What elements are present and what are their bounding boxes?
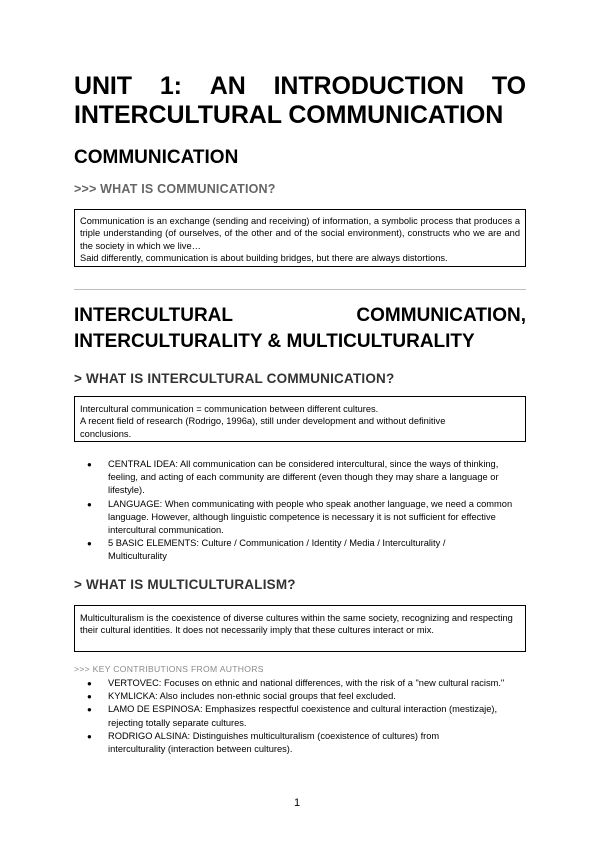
section-title-communication: COMMUNICATION [74, 147, 239, 168]
title-word: INTERCULTURAL [74, 305, 234, 326]
bullet-icon: ● [87, 705, 92, 715]
bullet-icon: ● [87, 539, 92, 549]
subheading-multiculturalism: > WHAT IS MULTICULTURALISM? [74, 577, 296, 592]
box-text: A recent field of research (Rodrigo, 1996a), still under development and without definitive conclusions. [80, 416, 446, 439]
list-item: ● LANGUAGE: When communicating with people who speak another language, we need a common language. However, although linguistic competence is necessary it is not sufficient for effective intercultural communication. [87, 498, 513, 536]
bullet-icon: ● [87, 499, 92, 509]
section-title-intercultural [74, 305, 526, 353]
list-item: ● LAMO DE ESPINOSA: Emphasizes respectful coexistence and cultural interaction (mestizaje), rejecting totally separate cultures. [87, 704, 498, 728]
section-title-line2: INTERCULTURALITY & MULTICULTURALITY [74, 331, 475, 352]
subheading-what-is-communication: >>> WHAT IS COMMUNICATION? [74, 182, 276, 196]
box-text: Said differently, communication is about building bridges, but there are always distortions. [80, 253, 448, 264]
subheading-intercultural-communication: > WHAT IS INTERCULTURAL COMMUNICATION? [74, 371, 395, 386]
page-number: 1 [294, 797, 301, 809]
unit-title-line1 [74, 72, 526, 101]
bullet-list-authors [74, 677, 524, 756]
unit-title [74, 72, 526, 130]
bullet-icon: ● [87, 679, 92, 688]
definition-box-multiculturalism [74, 605, 526, 652]
title-word: 1: [159, 72, 182, 100]
box-text: Communication is an exchange (sending and receiving) of information, a symbolic process that produces a triple understanding (of ourselves, of the other and of the social environment), constructs who we are and the society in which we live… [80, 216, 520, 251]
title-word: UNIT [74, 72, 132, 100]
unit-title-line2: INTERCULTURAL COMMUNICATION [74, 101, 504, 129]
list-item: ● CENTRAL IDEA: All communication can be considered intercultural, since the ways of thinking, feeling, and acting of each community are different (even though they may share a language or lifestyle). [87, 459, 499, 496]
list-item: ● VERTOVEC: Focuses on ethnic and national differences, with the risk of a "new cultural racism." [74, 677, 524, 690]
definition-box-communication [74, 209, 526, 267]
title-word: AN [209, 72, 246, 100]
title-word: COMMUNICATION, [356, 305, 526, 326]
section-title-line1 [74, 305, 526, 327]
title-word: TO [491, 72, 526, 100]
box-text: Intercultural communication = communication between different cultures. [80, 404, 379, 414]
bullet-icon: ● [87, 731, 92, 741]
key-contributions-heading: >>> KEY CONTRIBUTIONS FROM AUTHORS [74, 664, 264, 674]
list-item: ● RODRIGO ALSINA: Distinguishes multiculturalism (coexistence of cultures) from interculturality (interaction between cultures). [87, 730, 440, 755]
bullet-list-intercultural [74, 458, 524, 564]
definition-box-intercultural [74, 396, 526, 442]
list-item: ● 5 BASIC ELEMENTS: Culture / Communication / Identity / Media / Interculturality / Multiculturality [87, 538, 446, 562]
section-divider [74, 289, 526, 290]
bullet-icon: ● [87, 692, 92, 702]
bullet-icon: ● [87, 460, 92, 469]
list-item: ● KYMLICKA: Also includes non-ethnic social groups that feel excluded. [74, 690, 524, 703]
box-text: Multiculturalism is the coexistence of diverse cultures within the same society, recognizing and respecting their cultural identities. It does not necessarily imply that these cultures interact or mix. [80, 613, 513, 636]
title-word: INTRODUCTION [273, 72, 465, 100]
